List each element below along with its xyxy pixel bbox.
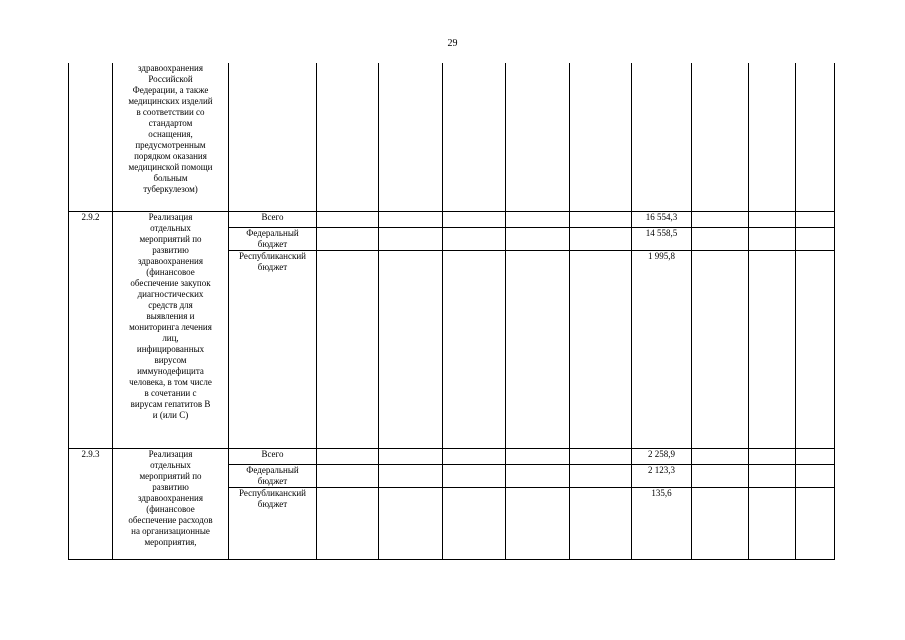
page-number: 29: [447, 38, 458, 49]
amount-cell: 135,6: [632, 487, 692, 559]
amount-cell: 16 554,3: [632, 211, 692, 227]
funding-source: Федеральный бюджет: [229, 464, 317, 487]
amount-cell: 2 123,3: [632, 464, 692, 487]
amount-cell: 14 558,5: [632, 227, 692, 250]
funding-source: Республиканский бюджет: [229, 250, 317, 448]
funding-source: Всего: [229, 211, 317, 227]
amount-cell: 1 995,8: [632, 250, 692, 448]
funding-source: Федеральный бюджет: [229, 227, 317, 250]
cell-number: [69, 63, 113, 211]
item-description: Реализация отдельных мероприятий по развитию здравоохранения (финансовое обеспечение расходов на организационные мероприятия,: [113, 448, 229, 559]
table-row-continuation: [69, 63, 835, 211]
amount-cell: 2 258,9: [632, 448, 692, 464]
budget-table: [68, 63, 835, 560]
funding-source: Республиканский бюджет: [229, 487, 317, 559]
funding-source: Всего: [229, 448, 317, 464]
item-number: 2.9.2: [69, 211, 113, 448]
item-number: 2.9.3: [69, 448, 113, 559]
table-row: [69, 448, 835, 464]
table-row: [69, 211, 835, 227]
cell-description: здравоохранения Российской Федерации, а также медицинских изделий в соответствии со стандартом оснащения, предусмотренным порядком оказания медицинской помощи больным туберкулезом): [113, 63, 229, 211]
item-description: Реализация отдельных мероприятий по развитию здравоохранения (финансовое обеспечение закупок диагностических средств для выявления и мониторинга лечения лиц, инфицированных вирусом иммунодефицита человека, в том числе в сочетании с вирусам гепатитов В и (или С): [113, 211, 229, 448]
